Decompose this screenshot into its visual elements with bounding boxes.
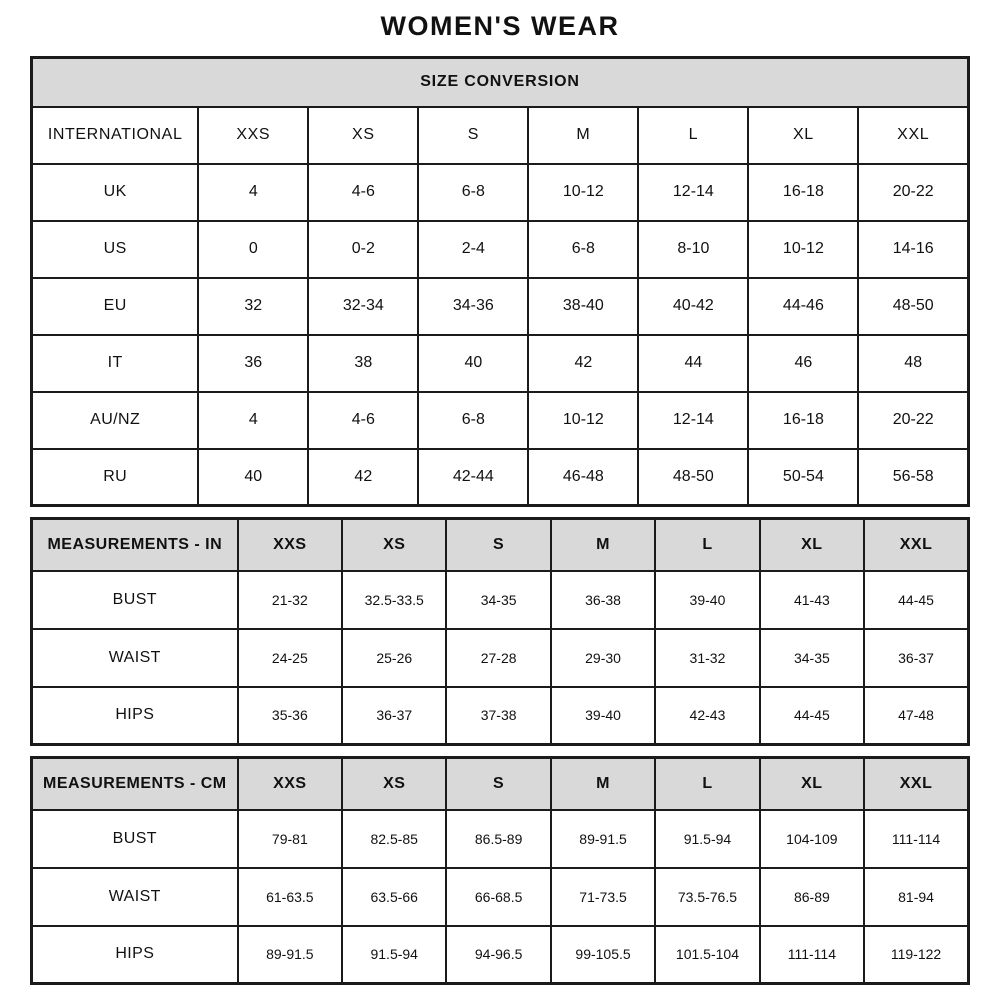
size-column-header: XS [342,758,446,810]
row-label: HIPS [32,926,238,984]
table-row [32,335,969,392]
value-cell: 16-18 [748,164,858,221]
value-cell: 82.5-85 [342,810,446,868]
size-conversion-header-row [32,107,969,164]
row-label: IT [32,335,199,392]
value-cell: 66-68.5 [446,868,550,926]
value-cell: 36-37 [342,687,446,745]
value-cell: 42 [528,335,638,392]
size-column-header: XXS [198,107,308,164]
value-cell: 73.5-76.5 [655,868,759,926]
value-cell: 36-38 [551,571,655,629]
row-label: UK [32,164,199,221]
value-cell: 48-50 [858,278,968,335]
value-cell: 94-96.5 [446,926,550,984]
value-cell: 104-109 [760,810,864,868]
size-column-header: XXL [864,519,968,571]
value-cell: 44-46 [748,278,858,335]
size-column-header: S [446,519,550,571]
value-cell: 24-25 [238,629,342,687]
value-cell: 25-26 [342,629,446,687]
value-cell: 48 [858,335,968,392]
table-row [32,164,969,221]
value-cell: 48-50 [638,449,748,506]
table-row [32,278,969,335]
value-cell: 44-45 [864,571,968,629]
value-cell: 91.5-94 [655,810,759,868]
row-label: HIPS [32,687,238,745]
value-cell: 44-45 [760,687,864,745]
value-cell: 42-43 [655,687,759,745]
size-column-header: M [528,107,638,164]
value-cell: 27-28 [446,629,550,687]
measurements-in-header-row [32,519,969,571]
size-column-header: XS [308,107,418,164]
table-row [32,392,969,449]
value-cell: 6-8 [418,392,528,449]
value-cell: 63.5-66 [342,868,446,926]
value-cell: 47-48 [864,687,968,745]
value-cell: 101.5-104 [655,926,759,984]
size-conversion-table [30,56,970,507]
table-row [32,868,969,926]
value-cell: 40 [418,335,528,392]
value-cell: 36-37 [864,629,968,687]
value-cell: 39-40 [655,571,759,629]
size-column-header: M [551,519,655,571]
value-cell: 6-8 [528,221,638,278]
value-cell: 34-35 [760,629,864,687]
value-cell: 81-94 [864,868,968,926]
value-cell: 10-12 [528,392,638,449]
size-column-header: XS [342,519,446,571]
value-cell: 20-22 [858,164,968,221]
value-cell: 32-34 [308,278,418,335]
value-cell: 8-10 [638,221,748,278]
size-column-header: L [655,758,759,810]
table-row [32,629,969,687]
value-cell: 14-16 [858,221,968,278]
row-header-label: INTERNATIONAL [32,107,199,164]
row-label: WAIST [32,629,238,687]
table-row [32,810,969,868]
value-cell: 40-42 [638,278,748,335]
table-row [32,687,969,745]
value-cell: 4-6 [308,392,418,449]
value-cell: 32 [198,278,308,335]
table-row [32,571,969,629]
value-cell: 86.5-89 [446,810,550,868]
value-cell: 6-8 [418,164,528,221]
page-title: WOMEN'S WEAR [380,11,620,41]
value-cell: 99-105.5 [551,926,655,984]
measurements-in-table [30,517,970,746]
size-column-header: XL [760,758,864,810]
size-column-header: XXL [864,758,968,810]
row-label: BUST [32,571,238,629]
size-column-header: L [638,107,748,164]
value-cell: 10-12 [528,164,638,221]
size-column-header: S [446,758,550,810]
row-label: WAIST [32,868,238,926]
value-cell: 0 [198,221,308,278]
value-cell: 10-12 [748,221,858,278]
value-cell: 91.5-94 [342,926,446,984]
value-cell: 111-114 [864,810,968,868]
value-cell: 34-35 [446,571,550,629]
row-header-label: MEASUREMENTS - CM [32,758,238,810]
size-conversion-band-title: SIZE CONVERSION [32,58,969,107]
value-cell: 46-48 [528,449,638,506]
row-header-label: MEASUREMENTS - IN [32,519,238,571]
measurements-cm-header-row [32,758,969,810]
value-cell: 20-22 [858,392,968,449]
size-column-header: M [551,758,655,810]
value-cell: 111-114 [760,926,864,984]
value-cell: 38 [308,335,418,392]
value-cell: 42 [308,449,418,506]
value-cell: 0-2 [308,221,418,278]
value-cell: 89-91.5 [238,926,342,984]
value-cell: 38-40 [528,278,638,335]
size-column-header: L [655,519,759,571]
size-column-header: XL [760,519,864,571]
size-column-header: S [418,107,528,164]
value-cell: 89-91.5 [551,810,655,868]
value-cell: 16-18 [748,392,858,449]
table-row [32,221,969,278]
value-cell: 32.5-33.5 [342,571,446,629]
row-label: US [32,221,199,278]
value-cell: 39-40 [551,687,655,745]
value-cell: 79-81 [238,810,342,868]
value-cell: 61-63.5 [238,868,342,926]
value-cell: 35-36 [238,687,342,745]
value-cell: 56-58 [858,449,968,506]
value-cell: 86-89 [760,868,864,926]
value-cell: 36 [198,335,308,392]
row-label: BUST [32,810,238,868]
value-cell: 37-38 [446,687,550,745]
row-label: RU [32,449,199,506]
value-cell: 34-36 [418,278,528,335]
table-row [32,926,969,984]
row-label: EU [32,278,199,335]
value-cell: 12-14 [638,164,748,221]
size-column-header: XL [748,107,858,164]
value-cell: 4 [198,164,308,221]
value-cell: 21-32 [238,571,342,629]
value-cell: 4-6 [308,164,418,221]
value-cell: 31-32 [655,629,759,687]
size-column-header: XXL [858,107,968,164]
value-cell: 2-4 [418,221,528,278]
value-cell: 41-43 [760,571,864,629]
value-cell: 44 [638,335,748,392]
value-cell: 42-44 [418,449,528,506]
size-column-header: XXS [238,758,342,810]
size-conversion-band-row [32,58,969,107]
row-label: AU/NZ [32,392,199,449]
value-cell: 29-30 [551,629,655,687]
table-row [32,449,969,506]
size-column-header: XXS [238,519,342,571]
value-cell: 71-73.5 [551,868,655,926]
value-cell: 12-14 [638,392,748,449]
measurements-cm-table [30,756,970,985]
value-cell: 4 [198,392,308,449]
value-cell: 40 [198,449,308,506]
value-cell: 119-122 [864,926,968,984]
value-cell: 50-54 [748,449,858,506]
value-cell: 46 [748,335,858,392]
